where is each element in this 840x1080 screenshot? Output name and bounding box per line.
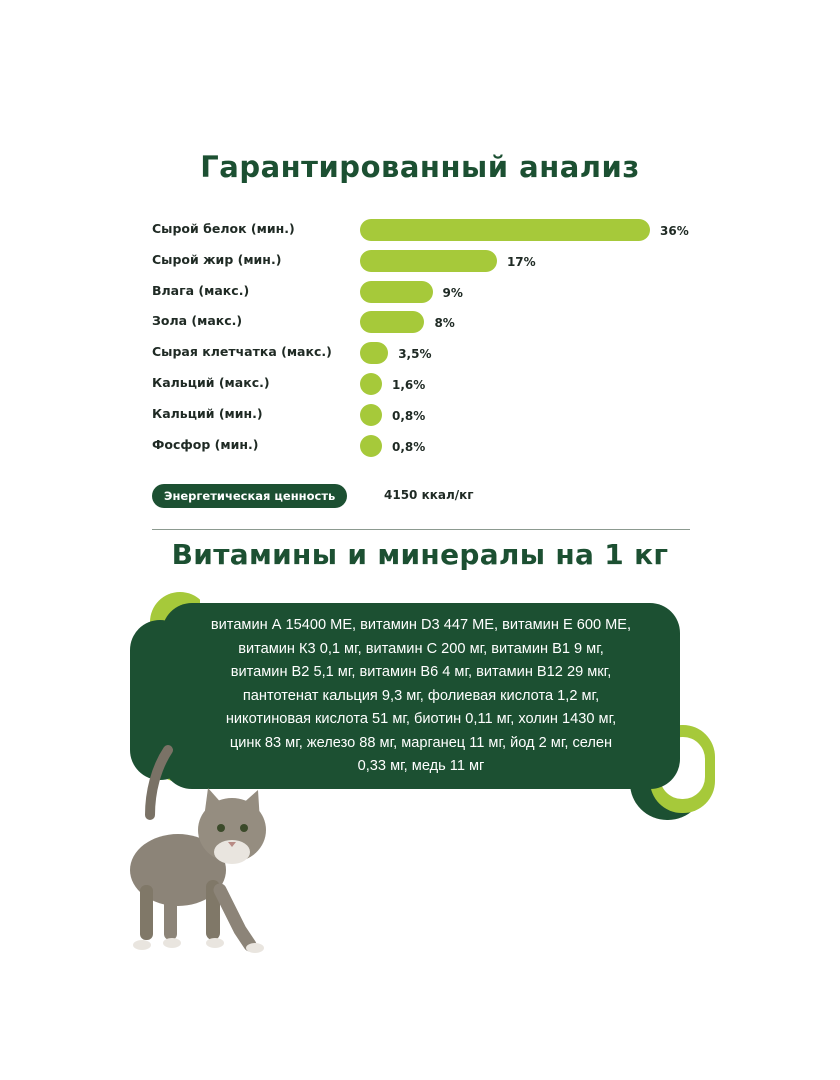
bar bbox=[360, 404, 382, 426]
vitamins-line: витамин А 15400 МЕ, витамин D3 447 МЕ, витамин Е 600 МЕ, bbox=[210, 617, 632, 633]
vitamins-line: витамин В2 5,1 мг, витамин В6 4 мг, витамин В12 29 мкг, bbox=[230, 664, 612, 680]
bar-label: Кальций (мин.) bbox=[152, 405, 263, 421]
bar-value-label: 0,8% bbox=[392, 439, 426, 454]
bar bbox=[360, 219, 650, 241]
section-divider bbox=[152, 529, 690, 530]
vitamins-line: цинк 83 мг, железо 88 мг, марганец 11 мг, йод 2 мг, селен bbox=[229, 734, 613, 751]
bar-value-label: 0,8% bbox=[392, 408, 426, 423]
bar bbox=[360, 342, 388, 364]
bar-label: Влага (макс.) bbox=[152, 282, 250, 298]
vitamins-line: витамин К3 0,1 мг, витамин С 200 мг, витамин В1 9 мг, bbox=[238, 640, 604, 657]
bar-value-label: 17% bbox=[506, 254, 536, 269]
vitamins-line: никотиновая кислота 51 мг, биотин 0,11 мг, холин 1430 мг, bbox=[225, 711, 617, 727]
bar bbox=[360, 373, 382, 395]
energy-value: 4150 ккал/кг bbox=[384, 488, 474, 502]
bar-label: Сырая клетчатка (макс.) bbox=[152, 344, 332, 360]
vitamins-line: пантотенат кальция 9,3 мг, фолиевая кислота 1,2 мг, bbox=[242, 687, 600, 704]
bar-value-label: 9% bbox=[442, 285, 463, 300]
vitamins-line: 0,33 мг, медь 11 мг bbox=[357, 758, 485, 774]
bar bbox=[360, 281, 433, 303]
bar-label: Зола (макс.) bbox=[152, 313, 243, 329]
bar-value-label: 36% bbox=[660, 224, 689, 238]
bar bbox=[360, 250, 497, 272]
energy-label-badge: Энергетическая ценность bbox=[152, 484, 347, 508]
bar-value-label: 3,5% bbox=[398, 347, 432, 362]
bar bbox=[360, 311, 424, 333]
bar-label: Кальций (макс.) bbox=[152, 375, 270, 390]
vitamins-title: Витамины и минералы на 1 кг bbox=[171, 538, 669, 571]
bar-label: Фосфор (мин.) bbox=[152, 436, 259, 452]
bar bbox=[360, 435, 382, 457]
bar-value-label: 8% bbox=[434, 316, 455, 331]
cat-image bbox=[120, 740, 280, 965]
analysis-title: Гарантированный анализ bbox=[200, 150, 640, 184]
bar-value-label: 1,6% bbox=[392, 378, 426, 392]
bar-label: Сырой жир (мин.) bbox=[152, 251, 282, 267]
bar-label: Сырой белок (мин.) bbox=[152, 221, 295, 236]
